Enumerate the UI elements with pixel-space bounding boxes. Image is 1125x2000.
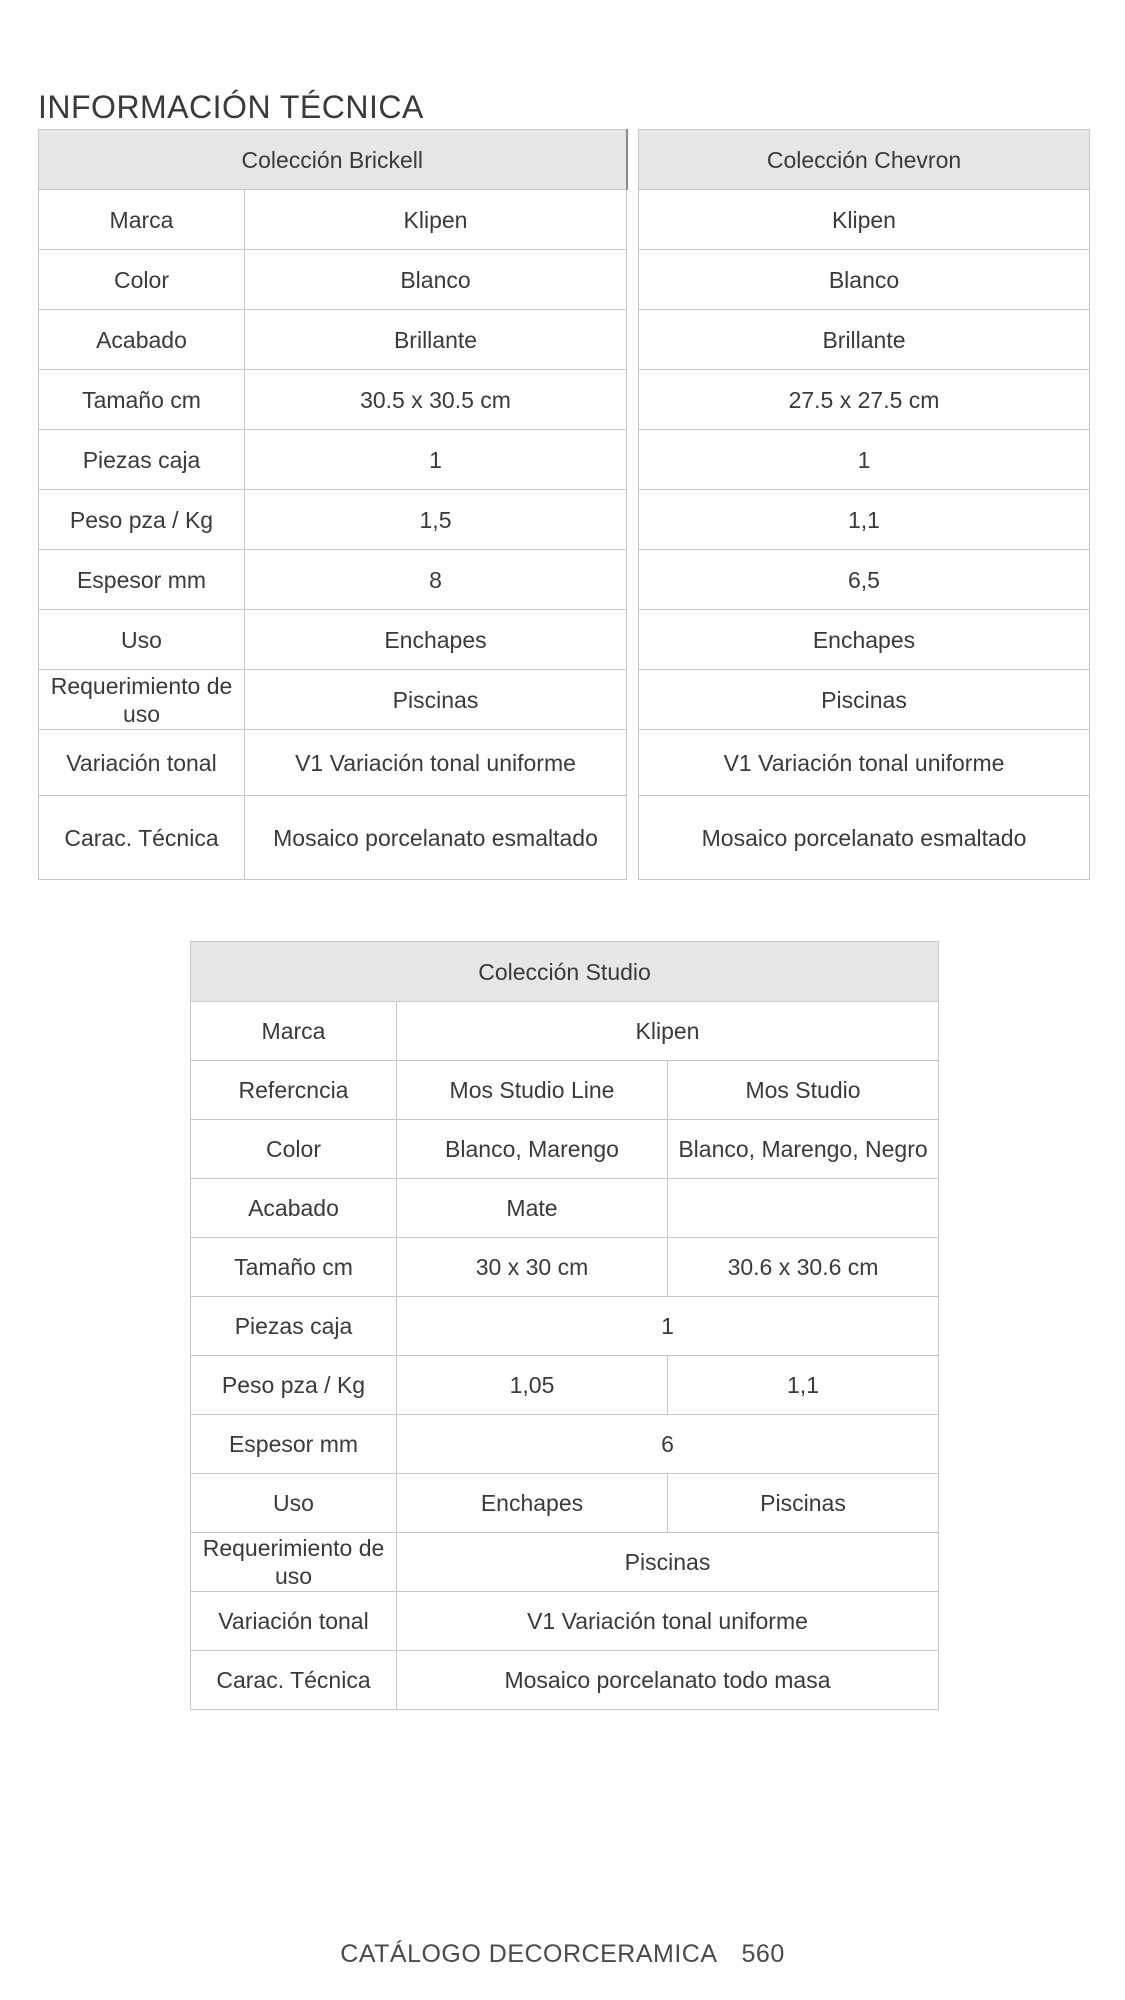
table-row <box>191 1415 939 1474</box>
spec-value: 30.5 x 30.5 cm <box>245 370 627 430</box>
catalog-name: CATÁLOGO DECORCERAMICA <box>340 1940 718 1968</box>
table-row <box>39 250 627 310</box>
spec-value: Piscinas <box>668 1474 939 1533</box>
spec-label: Uso <box>39 610 245 670</box>
spec-label: Piezas caja <box>191 1297 397 1356</box>
table-row <box>191 1474 939 1533</box>
spec-value: Mos Studio Line <box>397 1061 668 1120</box>
table-row <box>39 610 627 670</box>
spec-value: V1 Variación tonal uniforme <box>397 1592 939 1651</box>
table-row <box>639 730 1090 796</box>
spec-value: Brillante <box>639 310 1090 370</box>
table-row <box>191 1592 939 1651</box>
table-row <box>639 310 1090 370</box>
spec-label: Uso <box>191 1474 397 1533</box>
spec-label: Espesor mm <box>191 1415 397 1474</box>
spec-value: 1 <box>397 1297 939 1356</box>
table-row <box>639 250 1090 310</box>
spec-value: Mosaico porcelanato esmaltado <box>245 796 627 880</box>
table-row <box>639 430 1090 490</box>
table-row <box>39 370 627 430</box>
spec-label: Tamaño cm <box>191 1238 397 1297</box>
spec-value: 27.5 x 27.5 cm <box>639 370 1090 430</box>
spec-label: Tamaño cm <box>39 370 245 430</box>
table-row <box>639 610 1090 670</box>
spec-label: Peso pza / Kg <box>39 490 245 550</box>
spec-label: Refercncia <box>191 1061 397 1120</box>
chevron-header: Colección Chevron <box>639 130 1090 190</box>
spec-value: Blanco, Marengo, Negro <box>668 1120 939 1179</box>
brickell-header: Colección Brickell <box>39 130 627 190</box>
spec-label: Carac. Técnica <box>39 796 245 880</box>
spec-label: Carac. Técnica <box>191 1651 397 1710</box>
table-row <box>639 550 1090 610</box>
table-row <box>191 1002 939 1061</box>
spec-value: 1,1 <box>639 490 1090 550</box>
spec-label: Variación tonal <box>191 1592 397 1651</box>
table-row <box>39 550 627 610</box>
spec-value: Klipen <box>245 190 627 250</box>
spec-value: 1,05 <box>397 1356 668 1415</box>
spec-value: 6 <box>397 1415 939 1474</box>
spec-value: Piscinas <box>397 1533 939 1592</box>
table-row <box>39 310 627 370</box>
spec-value: 1 <box>245 430 627 490</box>
spec-value: Piscinas <box>639 670 1090 730</box>
spec-value: 30 x 30 cm <box>397 1238 668 1297</box>
spec-label: Piezas caja <box>39 430 245 490</box>
table-row <box>639 370 1090 430</box>
spec-value: Mosaico porcelanato esmaltado <box>639 796 1090 880</box>
spec-value: Enchapes <box>245 610 627 670</box>
spec-label: Marca <box>191 1002 397 1061</box>
spec-value: Klipen <box>639 190 1090 250</box>
table-row <box>191 1356 939 1415</box>
table-row <box>39 796 627 880</box>
table-row <box>39 430 627 490</box>
page-title: INFORMACIÓN TÉCNICA <box>38 89 424 126</box>
spec-value: Mos Studio <box>668 1061 939 1120</box>
spec-value: Mate <box>397 1179 668 1238</box>
spec-value: Mosaico porcelanato todo masa <box>397 1651 939 1710</box>
table-row <box>191 1651 939 1710</box>
table-row <box>191 1533 939 1592</box>
spec-label: Color <box>39 250 245 310</box>
spec-value: 1,5 <box>245 490 627 550</box>
spec-label: Marca <box>39 190 245 250</box>
page-number: 560 <box>741 1940 785 1968</box>
spec-value: Piscinas <box>245 670 627 730</box>
table-row <box>191 1179 939 1238</box>
table-row <box>191 1297 939 1356</box>
table-row <box>191 1238 939 1297</box>
brickell-table <box>38 129 628 880</box>
table-row <box>639 190 1090 250</box>
spec-label: Espesor mm <box>39 550 245 610</box>
spec-label: Requerimiento de uso <box>39 670 245 730</box>
spec-value: Brillante <box>245 310 627 370</box>
spec-value: Blanco, Marengo <box>397 1120 668 1179</box>
spec-value: Klipen <box>397 1002 939 1061</box>
spec-label: Acabado <box>39 310 245 370</box>
spec-label: Color <box>191 1120 397 1179</box>
chevron-table <box>638 129 1090 880</box>
spec-value: Enchapes <box>397 1474 668 1533</box>
spec-value: 8 <box>245 550 627 610</box>
table-row <box>39 490 627 550</box>
studio-header: Colección Studio <box>191 942 939 1002</box>
studio-table <box>190 941 939 1710</box>
table-row <box>39 670 627 730</box>
spec-value: Blanco <box>245 250 627 310</box>
page-footer <box>0 1940 1125 1969</box>
table-row <box>639 490 1090 550</box>
table-row <box>39 190 627 250</box>
spec-label: Peso pza / Kg <box>191 1356 397 1415</box>
spec-value: Enchapes <box>639 610 1090 670</box>
spec-value: 1 <box>639 430 1090 490</box>
spec-value: 6,5 <box>639 550 1090 610</box>
spec-value: V1 Variación tonal uniforme <box>639 730 1090 796</box>
spec-value: V1 Variación tonal uniforme <box>245 730 627 796</box>
table-row <box>639 796 1090 880</box>
spec-label: Acabado <box>191 1179 397 1238</box>
spec-label: Variación tonal <box>39 730 245 796</box>
table-row <box>191 1120 939 1179</box>
spec-value: Blanco <box>639 250 1090 310</box>
table-row <box>39 730 627 796</box>
spec-label: Requerimiento de uso <box>191 1533 397 1592</box>
spec-value: 1,1 <box>668 1356 939 1415</box>
spec-value <box>668 1179 939 1238</box>
table-row <box>639 670 1090 730</box>
spec-value: 30.6 x 30.6 cm <box>668 1238 939 1297</box>
table-row <box>191 1061 939 1120</box>
